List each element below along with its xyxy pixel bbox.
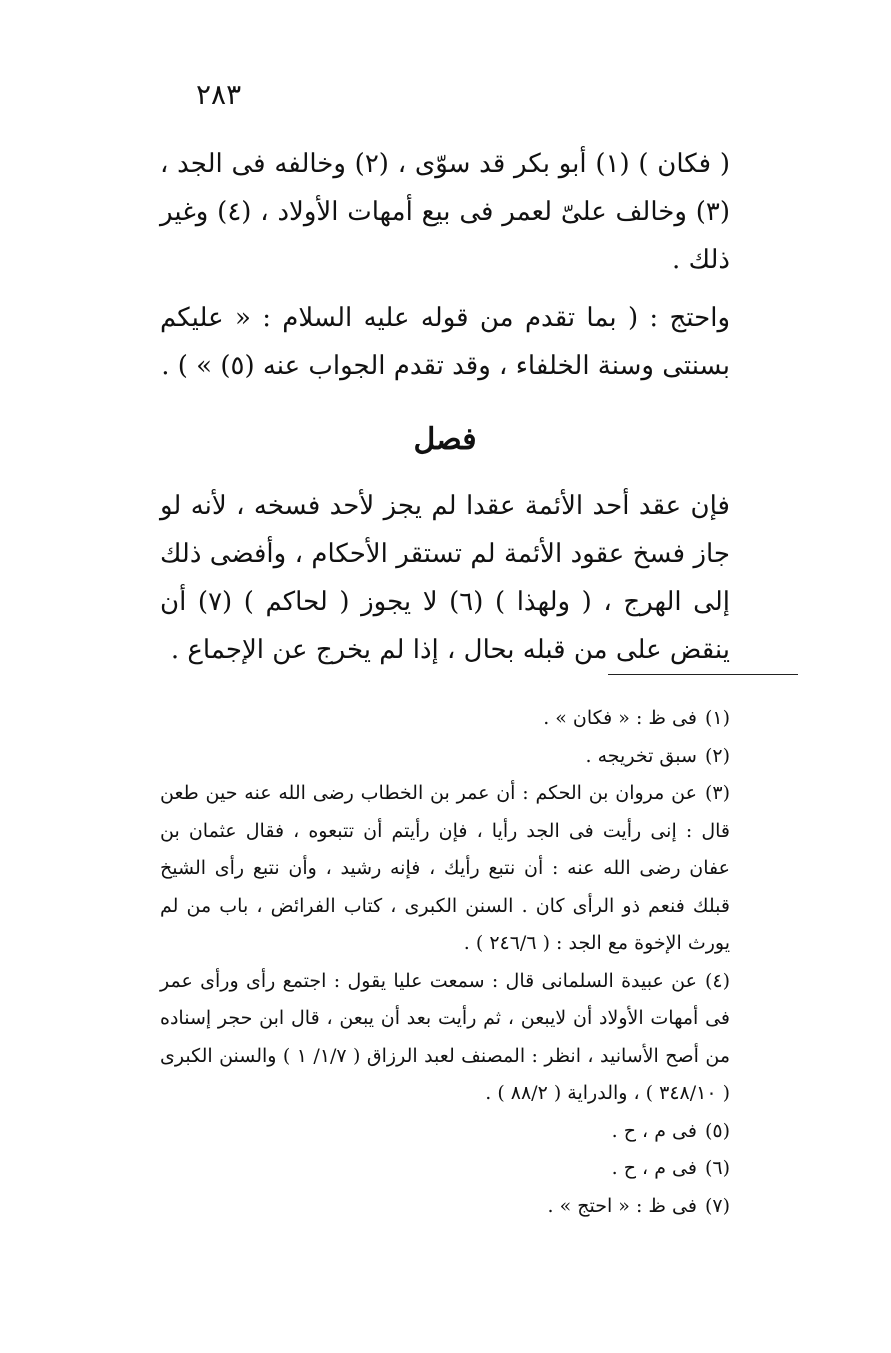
footnote-number: (٥) [704, 1119, 730, 1142]
main-text [160, 140, 730, 674]
section-title: فصل [413, 422, 477, 457]
footnote-divider [608, 674, 798, 675]
footnote-text: فى م ، ح . [611, 1119, 697, 1142]
footnote-6 [160, 1150, 730, 1188]
footnote-number: (٤) [704, 969, 730, 992]
footnote-5 [160, 1113, 730, 1151]
footnote-3 [160, 775, 730, 963]
footnote-number: (٣) [704, 782, 730, 804]
footnote-2 [160, 738, 730, 776]
footnote-text: سبق تخريجه . [585, 744, 697, 767]
section-paragraph: فإن عقد أحد الأئمة عقدا لم يجز لأحد فسخه ، لأنه لو جاز فسخ عقود الأئمة لم تستقر الأحكام ، وأفضى ذلك إلى الهرج ، ( ولهذا ) (٦) لا يجوز ( لحاكم ) (٧) أن ينقض على من قبله بحال ، إذا لم يخرج عن الإجماع . [160, 491, 731, 665]
footnote-text: فى ظ : « فكان » . [543, 707, 697, 729]
footnote-number: (٦) [704, 1157, 730, 1179]
footnote-text: فى م ، ح . [611, 1157, 697, 1179]
footnotes [160, 700, 730, 1225]
footnote-number: (٢) [704, 744, 730, 767]
footnote-number: (١) [704, 707, 730, 729]
page-number: ٢٨٣ [196, 78, 242, 111]
footnote-7 [160, 1188, 730, 1226]
footnote-text: عن عبيدة السلمانى قال : سمعت عليا يقول : اجتمع رأى ورأى عمر فى أمهات الأولاد أن لايبعن ، ثم رأيت بعد أن يبعن ، قال ابن حجر إسناده من أصح الأسانيد ، انظر : المصنف لعبد الرزاق ( ١/٧/ ١ ) والسنن الكبرى ( ٣٤٨/١٠ ) ، والدراية ( ٨٨/٢ ) . [160, 969, 730, 1104]
paragraph-2: واحتج : ( بما تقدم من قوله عليه السلام : « عليكم بسنتى وسنة الخلفاء ، وقد تقدم الجواب عنه (٥) » ) . [160, 303, 730, 381]
footnote-4 [160, 963, 730, 1113]
footnote-text: فى ظ : « احتج » . [547, 1194, 697, 1217]
paragraph-1: ( فكان ) (١) أبو بكر قد سوّى ، (٢) وخالفه فى الجد ، (٣) وخالف علىّ لعمر فى بيع أمهات الأولاد ، (٤) وغير ذلك . [160, 149, 730, 275]
footnote-number: (٧) [704, 1194, 730, 1217]
footnote-1 [160, 700, 730, 738]
footnote-text: عن مروان بن الحكم : أن عمر بن الخطاب رضى الله عنه حين طعن قال : إنى رأيت فى الجد رأيا ، فإن رأيتم أن تتبعوه ، فقال عثمان بن عفان رضى الله عنه : أن نتبع رأيك ، فإنه رشيد ، وأن نتبع رأى الشيخ قبلك فنعم ذو الرأى كان . السنن الكبرى ، كتاب الفرائض ، باب من لم يورث الإخوة مع الجد : ( ٢٤٦/٦ ) . [160, 782, 730, 954]
